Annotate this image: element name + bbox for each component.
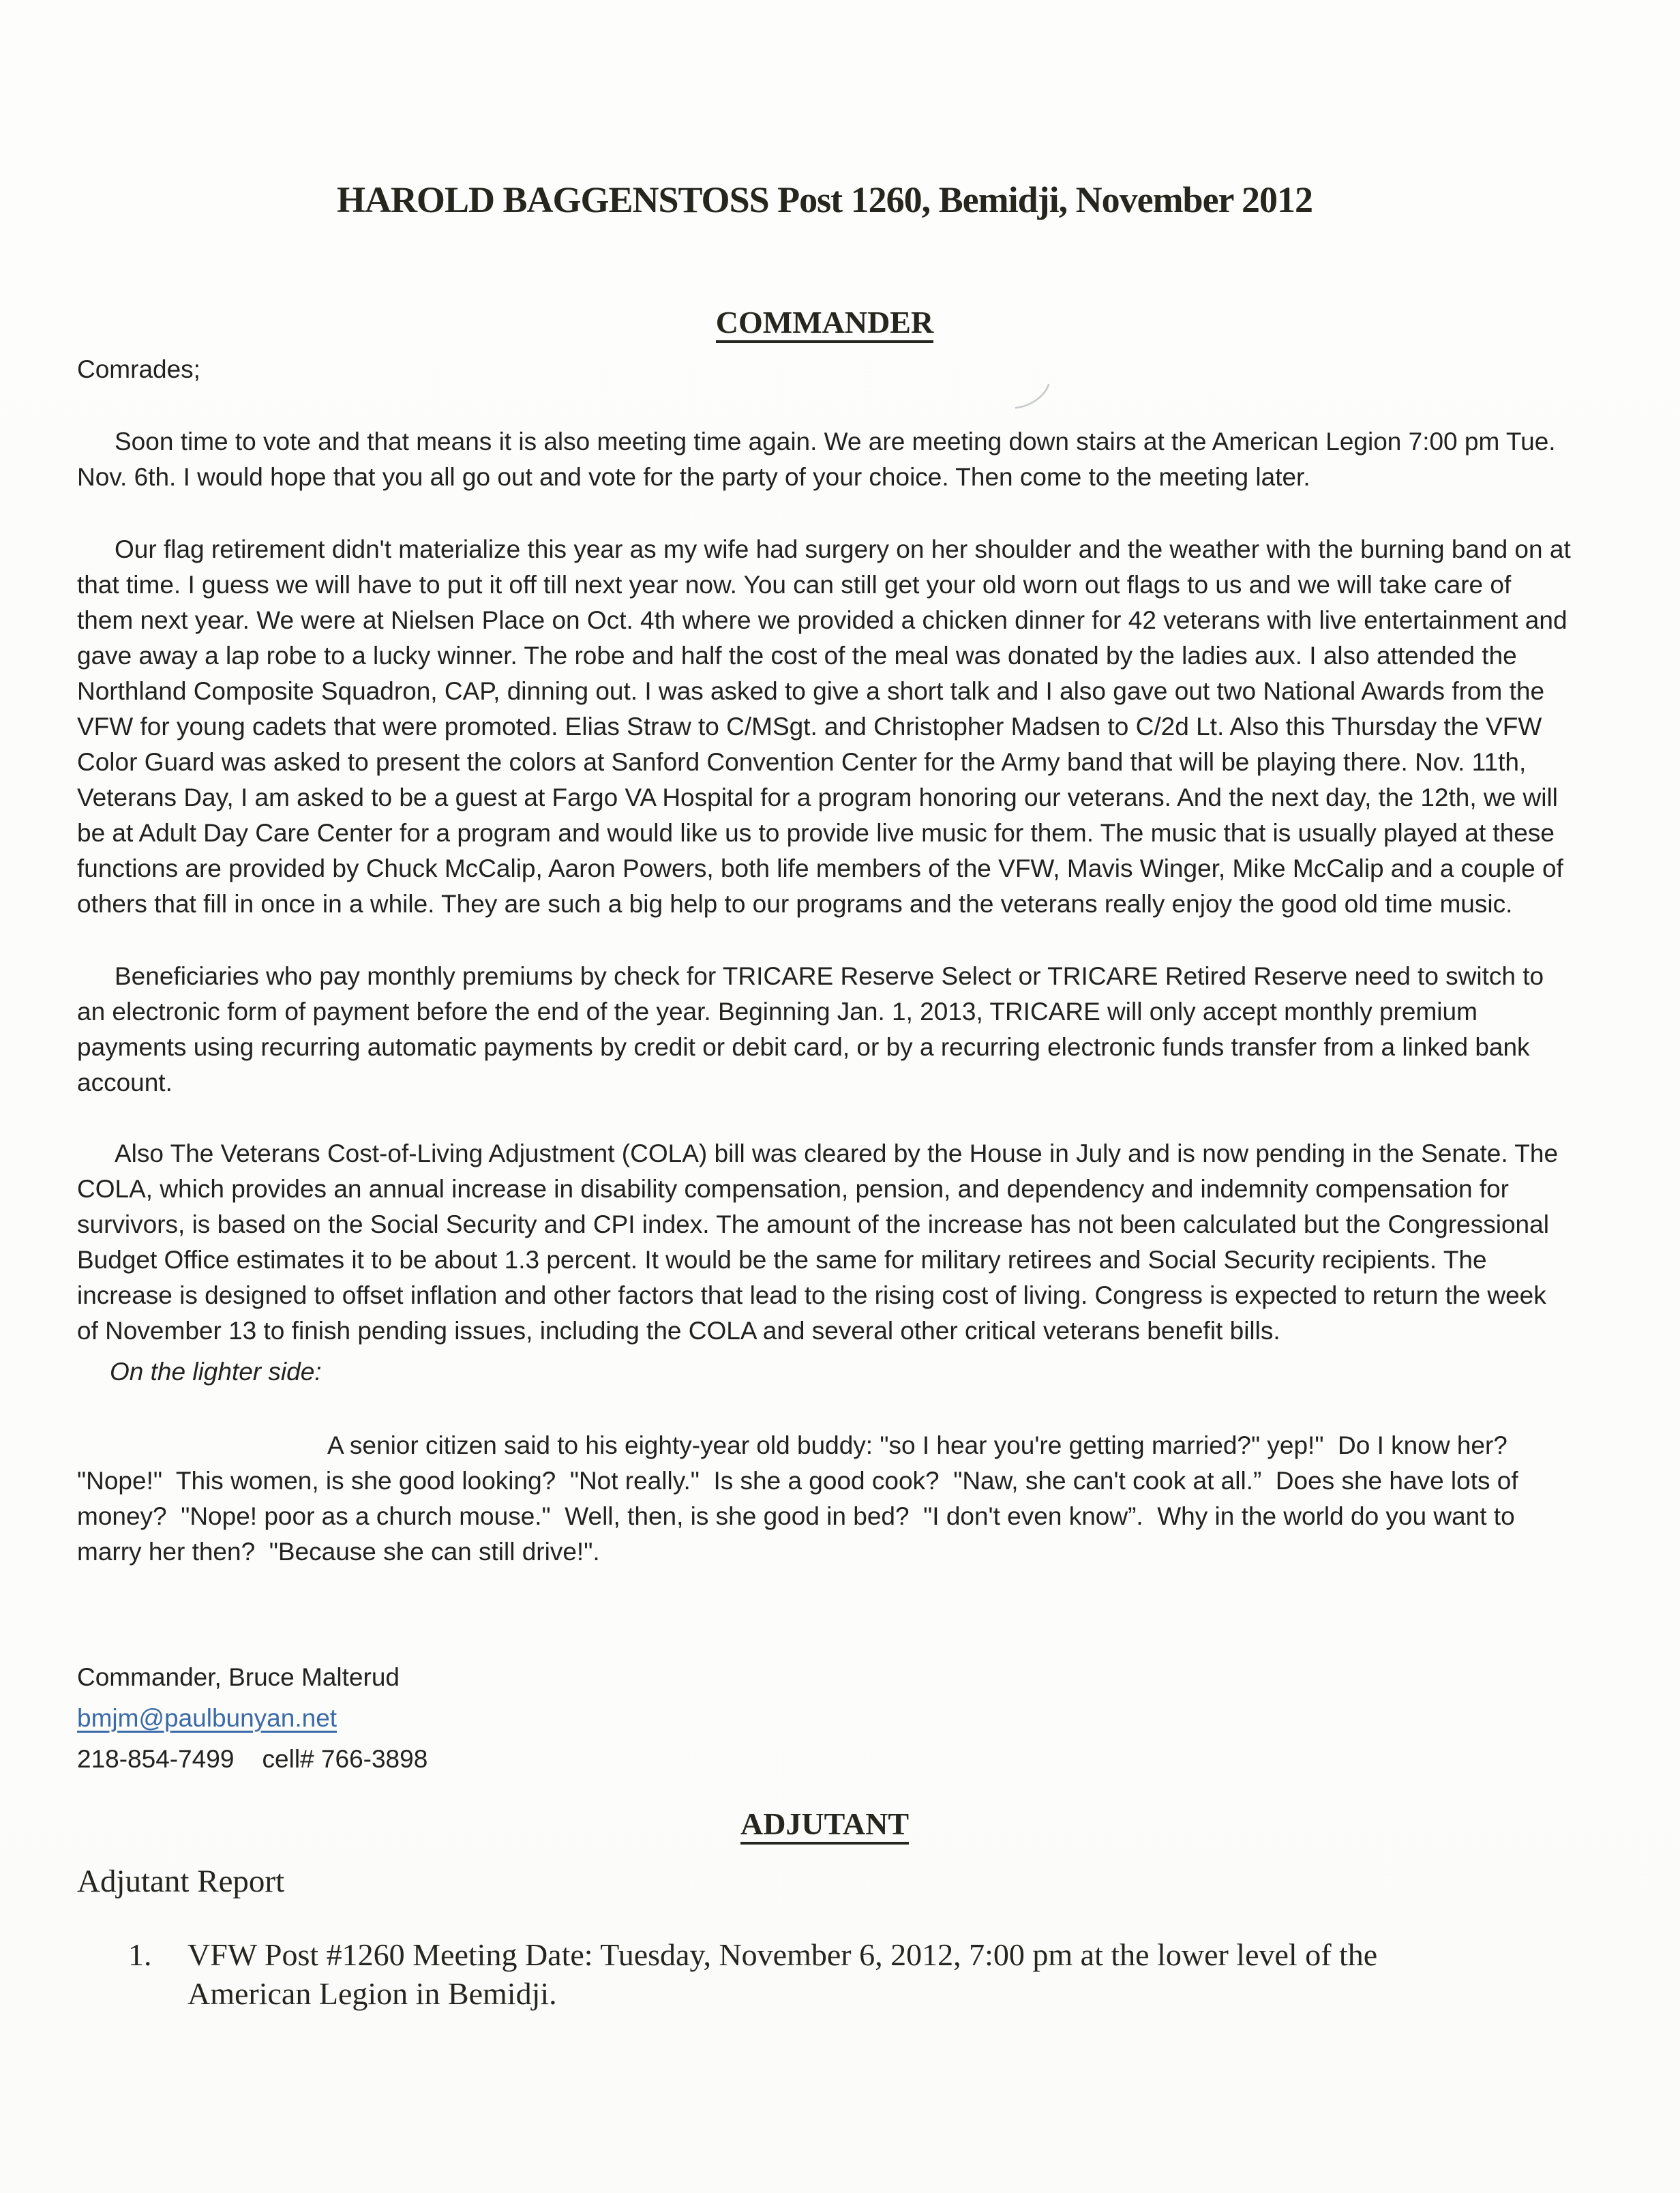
commander-phone-line: 218-854-7499 cell# 766-3898 xyxy=(77,1745,428,1773)
commander-paragraph-voting: Soon time to vote and that means it is also meeting time again. We are meeting down stairs at the American Legion 7:00 pm Tue. Nov. 6th. I would hope that you all go out and vote for the party of your choice. Then come to the meeting later. xyxy=(77,428,1556,491)
adjutant-list-item-meeting-date xyxy=(77,1935,1483,2013)
lighter-side-label: On the lighter side: xyxy=(110,1358,322,1386)
commander-heading-text: COMMANDER xyxy=(716,305,933,343)
commander-signature-block xyxy=(77,1657,1572,1780)
commander-paragraph-activities: Our flag retirement didn't materialize this year as my wife had surgery on her shoulder and the weather with the burning band on at that time. I guess we will have to put it off till next year now. You can still get your old worn out flags to us and we will take care of them next year. We were at Nielsen Place on Oct. 4th where we provided a chicken dinner for 42 veterans with live entertainment and gave away a lap robe to a lucky winner. The robe and half the cost of the meal was donated by the ladies aux. I also attended the Northland Composite Squadron, CAP, dinning out. I was asked to give a short talk and I also gave out two National Awards from the VFW for young cadets that were promoted. Elias Straw to C/MSgt. and Christopher Madsen to C/2d Lt. Also this Thursday the VFW Color Guard was asked to present the colors at Sanford Convention Center for the Army band that will be playing there. Nov. 11th, Veterans Day, I am asked to be a guest at Fargo VA Hospital for a program honoring our veterans. And the next day, the 12th, we will be at Adult Day Care Center for a program and would like us to provide live music for them. The music that is usually played at these functions are provided by Chuck McCalip, Aaron Powers, both life members of the VFW, Mavis Winger, Mike McCalip and a couple of others that fill in once in a while. They are such a big help to our programs and the veterans really enjoy the good old time music. xyxy=(77,535,1571,918)
adjutant-section-heading xyxy=(77,1804,1572,1844)
joke-paragraph: A senior citizen said to his eighty-year old buddy: "so I hear you're getting married?" yep!" Do I know her? "Nope!" This women, is she good looking? "Not really." Is she a good cook? "Naw, she can't cook at all.” Does she have lots of money? "Nope! poor as a church mouse." Well, then, is she good in bed? "I don't even know”. Why in the world do you want to marry her then? "Because she can still drive!". xyxy=(77,1431,1525,1566)
adjutant-heading-text: ADJUTANT xyxy=(740,1806,909,1845)
list-item-number: 1. xyxy=(128,1937,152,1972)
commander-section-heading xyxy=(77,303,1572,342)
commander-paragraph-tricare: Beneficiaries who pay monthly premiums by check for TRICARE Reserve Select or TRICARE Retired Reserve need to switch to an electronic form of payment before the end of the year. Beginning Jan. 1, 2013, TRICARE will only accept monthly premium payments using recurring automatic payments by credit or debit card, or by a recurring electronic funds transfer from a linked bank account. xyxy=(77,962,1544,1096)
commander-name-line: Commander, Bruce Malterud xyxy=(77,1663,400,1691)
list-item-text: VFW Post #1260 Meeting Date: Tuesday, November 6, 2012, 7:00 pm at the lower level of the American Legion in Bemidji. xyxy=(188,1937,1378,2011)
adjutant-report-list xyxy=(77,1935,1572,2013)
commander-paragraph-cola: Also The Veterans Cost-of-Living Adjustment (COLA) bill was cleared by the House in July and is now pending in the Senate. The COLA, which provides an annual increase in disability compensation, pension, and dependency and indemnity compensation for survivors, is based on the Social Security and CPI index. The amount of the increase has not been calculated but the Congressional Budget Office estimates it to be about 1.3 percent. It would be the same for military retirees and Social Security recipients. The increase is designed to offset inflation and other factors that lead to the rising cost of living. Congress is expected to return the week of November 13 to finish pending issues, including the COLA and several other critical veterans benefit bills. xyxy=(77,1139,1559,1345)
salutation: Comrades; xyxy=(77,355,200,383)
commander-email-link[interactable]: bmjm@paulbunyan.net xyxy=(77,1704,338,1732)
newsletter-title: HAROLD BAGGENSTOSS Post 1260, Bemidji, November 2012 xyxy=(336,179,1313,220)
adjutant-report-label: Adjutant Report xyxy=(77,1864,285,1899)
